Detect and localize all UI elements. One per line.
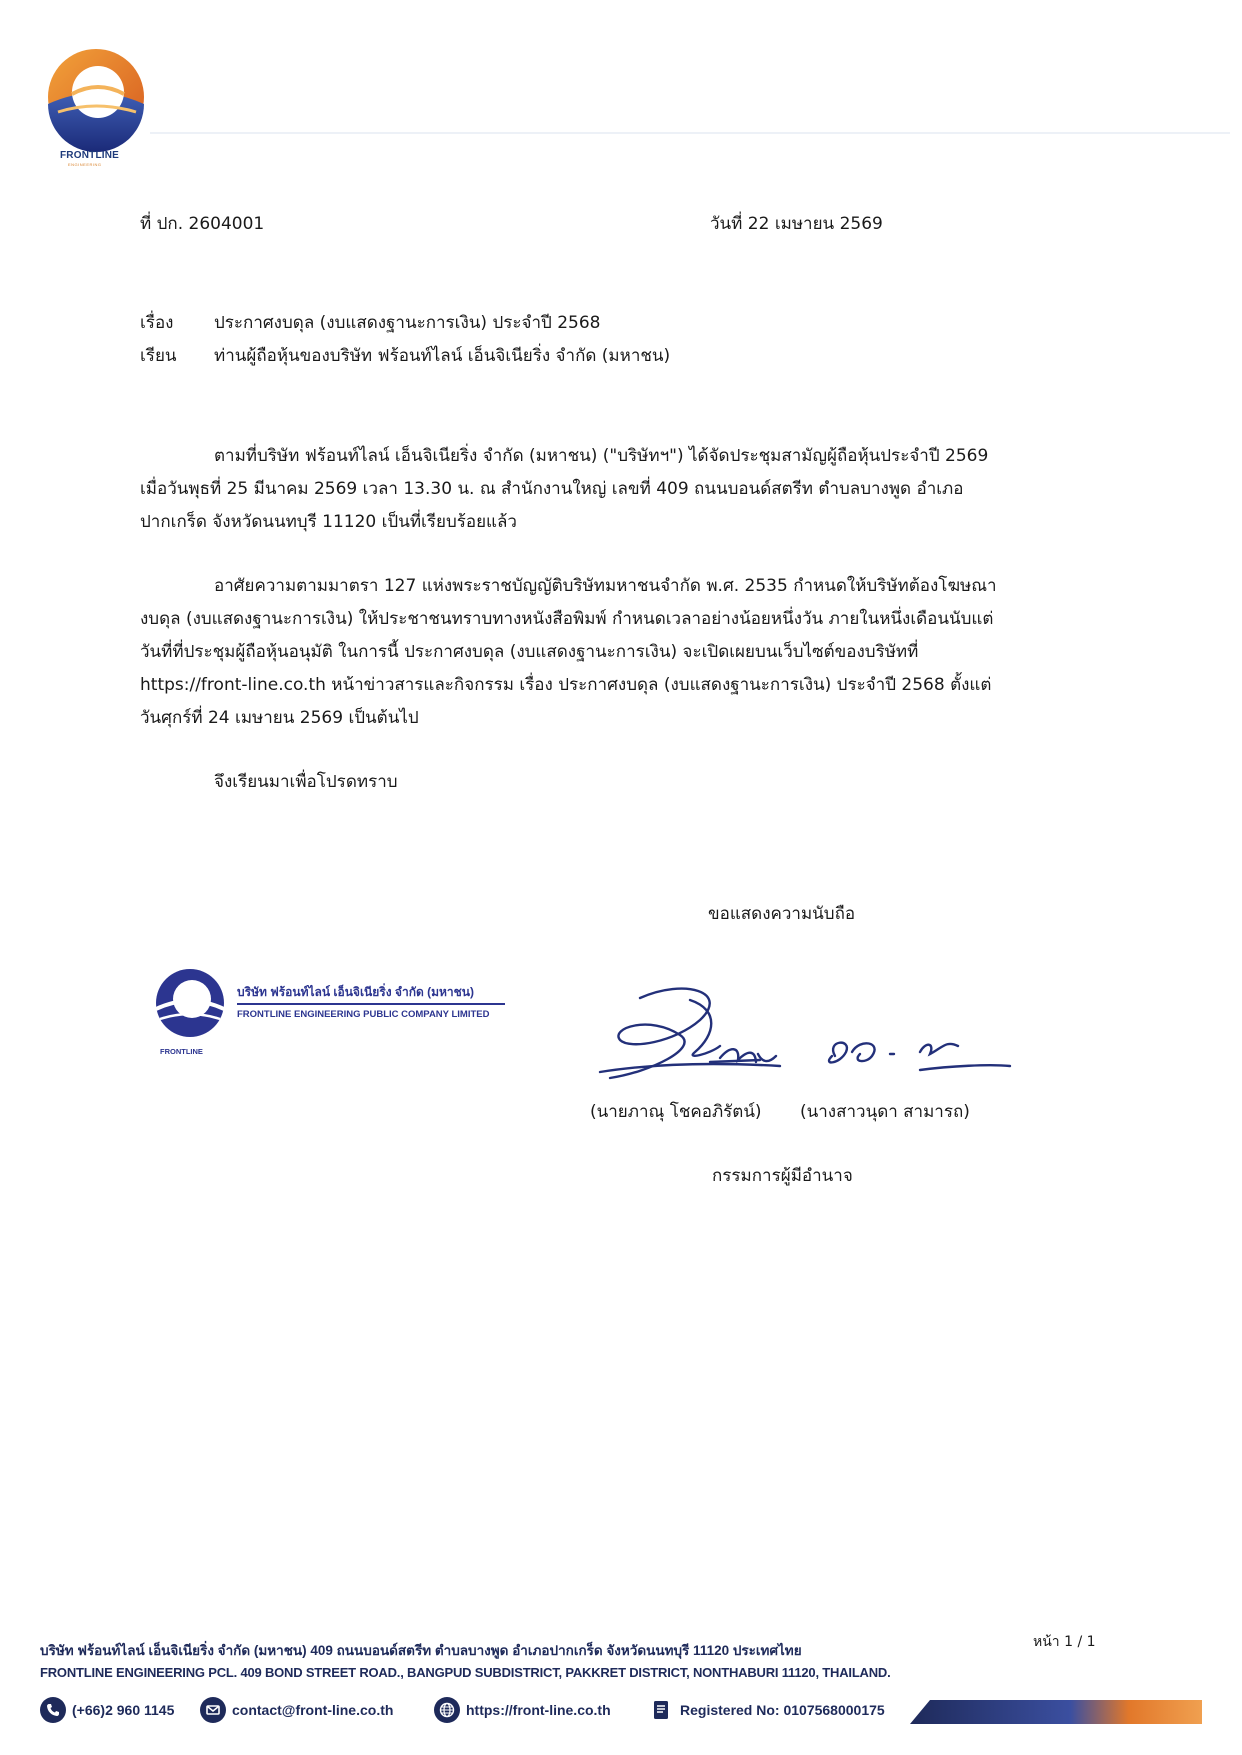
paragraph-line: วันที่ที่ประชุมผู้ถือหุ้นอนุมัติ ในการนี้ ประกาศงบดุล (งบแสดงฐานะการเงิน) จะเปิดเผยบนเว็บไซต์ของบริษัทที่ bbox=[140, 642, 919, 662]
logo-subtext: ENGINEERING bbox=[68, 162, 102, 167]
paragraph-line: เมื่อวันพุธที่ 25 มีนาคม 2569 เวลา 13.30 น. ณ สำนักงานใหญ่ เลขที่ 409 ถนนบอนด์สตรีท ตำบลบางพูด อำเภอ bbox=[140, 479, 964, 499]
signer-title: กรรมการผู้มีอำนาจ bbox=[712, 1166, 853, 1186]
registration-icon bbox=[648, 1697, 674, 1723]
logo-text: FRONTLINE bbox=[60, 150, 120, 161]
header-divider bbox=[150, 132, 1230, 134]
email-text: contact@front-line.co.th bbox=[232, 1702, 394, 1718]
footer-website bbox=[434, 1697, 611, 1723]
stamp-name-en: FRONTLINE ENGINEERING PUBLIC COMPANY LIMITED bbox=[237, 1009, 490, 1020]
footer-decorative-stripe bbox=[910, 1700, 1202, 1724]
signature-graphic bbox=[590, 980, 1020, 1105]
regards-text: ขอแสดงความนับถือ bbox=[708, 904, 856, 924]
stamp-name-th: บริษัท ฟร้อนท์ไลน์ เอ็นจิเนียริ่ง จำกัด (มหาชน) bbox=[237, 985, 474, 999]
paragraph-line: https://front-line.co.th หน้าข่าวสารและกิจกรรม เรื่อง ประกาศงบดุล (งบแสดงฐานะการเงิน) ประจำปี 2568 ตั้งแต่ bbox=[140, 675, 992, 695]
page-number: หน้า 1 / 1 bbox=[1033, 1634, 1096, 1650]
footer-phone bbox=[40, 1697, 174, 1723]
footer-email bbox=[200, 1697, 393, 1723]
reference-number: ที่ ปก. 2604001 bbox=[140, 214, 265, 234]
paragraph-line: วันศุกร์ที่ 24 เมษายน 2569 เป็นต้นไป bbox=[140, 708, 419, 728]
closing-text: จึงเรียนมาเพื่อโปรดทราบ bbox=[214, 772, 398, 792]
recipient-text: ท่านผู้ถือหุ้นของบริษัท ฟร้อนท์ไลน์ เอ็นจิเนียริ่ง จำกัด (มหาชน) bbox=[214, 346, 671, 366]
subject-text: ประกาศงบดุล (งบแสดงฐานะการเงิน) ประจำปี 2568 bbox=[214, 313, 601, 333]
letter-date: วันที่ 22 เมษายน 2569 bbox=[710, 214, 883, 234]
phone-text: (+66)2 960 1145 bbox=[72, 1702, 175, 1718]
globe-icon bbox=[434, 1697, 460, 1723]
paragraph-line: อาศัยความตามมาตรา 127 แห่งพระราชบัญญัติบริษัทมหาชนจำกัด พ.ศ. 2535 กำหนดให้บริษัทต้องโฆษณา bbox=[214, 576, 997, 596]
footer-address-th: บริษัท ฟร้อนท์ไลน์ เอ็นจิเนียริ่ง จำกัด (มหาชน) 409 ถนนบอนด์สตรีท ตำบลบางพูด อำเภอปากเกร็ด จังหวัดนนทบุรี 11120 ประเทศไทย bbox=[40, 1643, 802, 1658]
logo-emblem-icon bbox=[38, 42, 148, 152]
recipient-label: เรียน bbox=[140, 346, 177, 366]
paragraph-line: ปากเกร็ด จังหวัดนนทบุรี 11120 เป็นที่เรียบร้อยแล้ว bbox=[140, 512, 517, 532]
mail-icon bbox=[200, 1697, 226, 1723]
company-logo bbox=[38, 42, 148, 172]
signer-1-name: (นายภาณุ โชคอภิรัตน์) bbox=[590, 1102, 762, 1122]
company-stamp bbox=[150, 965, 520, 1070]
footer-address-en: FRONTLINE ENGINEERING PCL. 409 BOND STREET ROAD., BANGPUD SUBDISTRICT, PAKKRET DISTRICT, NONTHABURI 11120, THAILAND. bbox=[40, 1665, 891, 1680]
stamp-divider bbox=[237, 1003, 505, 1005]
paragraph-line: ตามที่บริษัท ฟร้อนท์ไลน์ เอ็นจิเนียริ่ง จำกัด (มหาชน) ("บริษัทฯ") ได้จัดประชุมสามัญผู้ถือหุ้นประจำปี 2569 bbox=[214, 446, 989, 466]
signer-2-name: (นางสาวนุดา สามารถ) bbox=[800, 1102, 970, 1122]
phone-icon bbox=[40, 1697, 66, 1723]
footer-registration bbox=[648, 1697, 885, 1723]
stamp-mini-logo: FRONTLINE bbox=[160, 1047, 203, 1056]
website-text: https://front-line.co.th bbox=[466, 1702, 611, 1718]
paragraph-line: งบดุล (งบแสดงฐานะการเงิน) ให้ประชาชนทราบทางหนังสือพิมพ์ กำหนดเวลาอย่างน้อยหนึ่งวัน ภายในหนึ่งเดือนนับแต่ bbox=[140, 609, 994, 629]
subject-label: เรื่อง bbox=[140, 313, 174, 333]
stamp-emblem-icon bbox=[150, 965, 230, 1045]
registration-text: Registered No: 0107568000175 bbox=[680, 1702, 885, 1718]
